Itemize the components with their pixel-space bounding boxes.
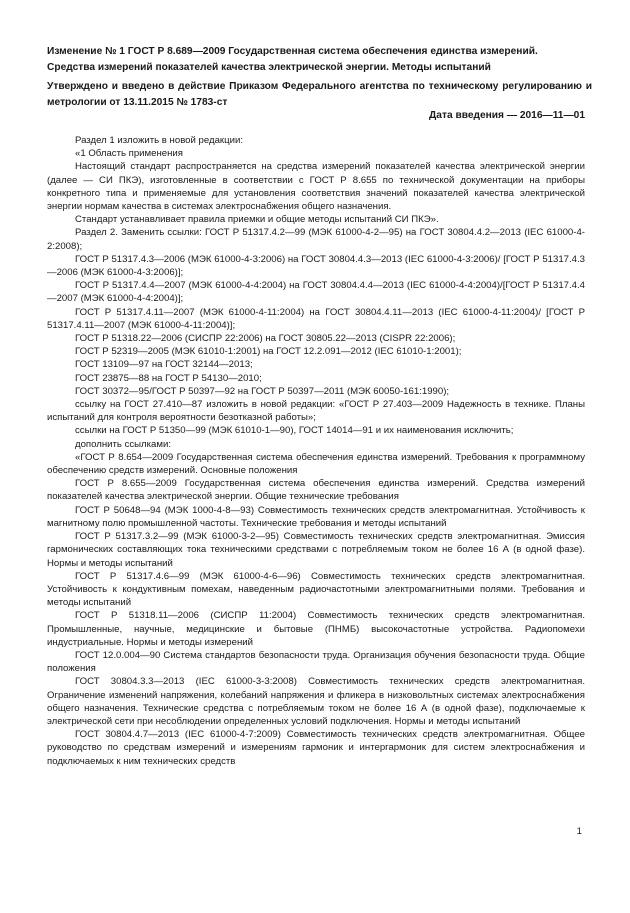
reference-item: ГОСТ 30372—95/ГОСТ Р 50397—92 на ГОСТ Р 50397—2011 (МЭК 60050-161:1990); bbox=[75, 385, 450, 397]
body-paragraph: Раздел 2. Заменить ссылки: ГОСТ Р 51317.4.2—99 (МЭК 61000-4-2—95) на ГОСТ 30804.4.2—2013 (IEC 61000-4-2:2008); bbox=[47, 227, 585, 252]
approval-statement: Утверждено и введено в действие Приказом Федерального агентства по техническому регулированию и метрологии от 13.11.2015 № 1783-ст bbox=[47, 81, 592, 108]
reference-item: ГОСТ Р 52319—2005 (МЭК 61010-1:2001) на ГОСТ 12.2.091—2012 (IEC 61010-1:2001); bbox=[75, 346, 462, 358]
document-header bbox=[47, 44, 592, 110]
body-paragraph: Стандарт устанавливает правила приемки и общие методы испытаний СИ ПКЭ». bbox=[75, 214, 439, 226]
reference-item: ГОСТ Р 51318.22—2006 (СИСПР 22:2006) на ГОСТ 30805.22—2013 (CISPR 22:2006); bbox=[75, 333, 456, 345]
reference-item: ГОСТ Р 51317.4.4—2007 (МЭК 61000-4-4:2004) на ГОСТ 30804.4.4—2013 (IEC 61000-4-4:2004)/[ГОСТ Р 51317.4.4—2007 (МЭК 61000-4-4:2004)]; bbox=[47, 280, 585, 305]
page-number: 1 bbox=[576, 826, 582, 837]
body-paragraph: Настоящий стандарт распространяется на средства измерений показателей качества электрической энергии (далее — СИ ПКЭ), изготовленные в соответствии с ГОСТ Р 8.655 по технической документации на приборы конкретного типа и применяемые для установления соответствия значений показателей качества электрической энергии нормам качества в системах электроснабжения общего назначения. bbox=[47, 161, 585, 213]
reference-item: ГОСТ Р 50648—94 (МЭК 1000-4-8—93) Совместимость технических средств электромагнитная. Устойчивость к магнитному полю промышленной частоты. Технические требования и методы испытаний bbox=[47, 504, 585, 529]
section-heading: «1 Область применения bbox=[75, 148, 183, 160]
document-title-line-1: Изменение № 1 ГОСТ Р 8.689—2009 Государственная система обеспечения единства измерений. bbox=[47, 46, 538, 57]
reference-item: ГОСТ Р 51317.3.2—99 (МЭК 61000-3-2—95) Совместимость технических средств электромагнитная. Эмиссия гармонических составляющих тока техническими средствами с потребляемым током не более 16 А (в одной фазе). Нормы и методы испытаний bbox=[47, 531, 585, 569]
reference-item: ссылку на ГОСТ 27.410—87 изложить в новой редакции: «ГОСТ Р 27.403—2009 Надежность в технике. Планы испытаний для контроля вероятности безотказной работы»; bbox=[47, 399, 585, 424]
document-body bbox=[47, 134, 585, 768]
reference-item: «ГОСТ Р 8.654—2009 Государственная система обеспечения единства измерений. Требования к программному обеспечению средств измерений. Основные положения bbox=[47, 451, 585, 477]
reference-item: ГОСТ 12.0.004—90 Система стандартов безопасности труда. Организация обучения безопасности труда. Общие положения bbox=[47, 649, 585, 675]
reference-item: ГОСТ Р 51317.4.3—2006 (МЭК 61000-4-3:2006) на ГОСТ 30804.4.3—2013 (IEC 61000-4-3:2006)/ [ГОСТ Р 51317.4.3—2006 (МЭК 61000-4-3:2006)]; bbox=[47, 253, 585, 279]
reference-item: ГОСТ 13109—97 на ГОСТ 32144—2013; bbox=[75, 359, 253, 371]
body-paragraph: Раздел 1 изложить в новой редакции: bbox=[75, 135, 244, 146]
reference-item: ГОСТ Р 51317.4.11—2007 (МЭК 61000-4-11:2004) на ГОСТ 30804.4.11—2013 (IEC 61000-4-11:2004)/ [ГОСТ Р 51317.4.11—2007 (МЭК 61000-4-11:2004)]; bbox=[47, 306, 585, 331]
reference-item: ГОСТ 30804.3.3—2013 (IEC 61000-3-3:2008) Совместимость технических средств электромагнитная. Ограничение изменений напряжения, колебаний напряжения и фликера в низковольтных системах электроснабжения общего назначения. Технические средства с потребляемым током не более 16 А (в одной фазе), подключаемые к электрической сети при несоблюдении определенных условий подключения. Нормы и методы испытаний bbox=[47, 676, 585, 727]
reference-item: дополнить ссылками: bbox=[75, 438, 172, 450]
reference-item: ГОСТ Р 51318.11—2006 (СИСПР 11:2004) Совместимость технических средств электромагнитная. Промышленные, научные, медицинские и бытовые (ПНМБ) высокочастотные устройства. Радиопомехи индустриальные. Нормы и методы измерений bbox=[47, 610, 585, 648]
reference-item: ГОСТ Р 51317.4.6—99 (МЭК 61000-4-6—96) Совместимость технических средств электромагнитная. Устойчивость к кондуктивным помехам, наведенным радиочастотными электромагнитными полями. Требования и методы испытаний bbox=[47, 570, 585, 609]
reference-item: ГОСТ 30804.4.7—2013 (IEC 61000-4-7:2009) Совместимость технических средств электромагнитная. Общее руководство по средствам измерений и измерениям гармоник и интергармоник для систем электроснабжения и подключаемых к ним технических средств bbox=[47, 729, 585, 767]
document-title-line-2: Средства измерений показателей качества электрической энергии. Методы испытаний bbox=[47, 61, 491, 73]
reference-item: ГОСТ Р 8.655—2009 Государственная система обеспечения единства измерений. Средства измерений показателей качества электрической энергии. Общие технические требования bbox=[47, 478, 585, 503]
effective-date: Дата введения — 2016—11—01 bbox=[429, 110, 585, 121]
reference-item: ГОСТ 23875—88 на ГОСТ Р 54130—2010; bbox=[75, 372, 262, 384]
reference-item: ссылки на ГОСТ Р 51350—99 (МЭК 61010-1—90), ГОСТ 14014—91 и их наименования исключить; bbox=[75, 425, 514, 437]
